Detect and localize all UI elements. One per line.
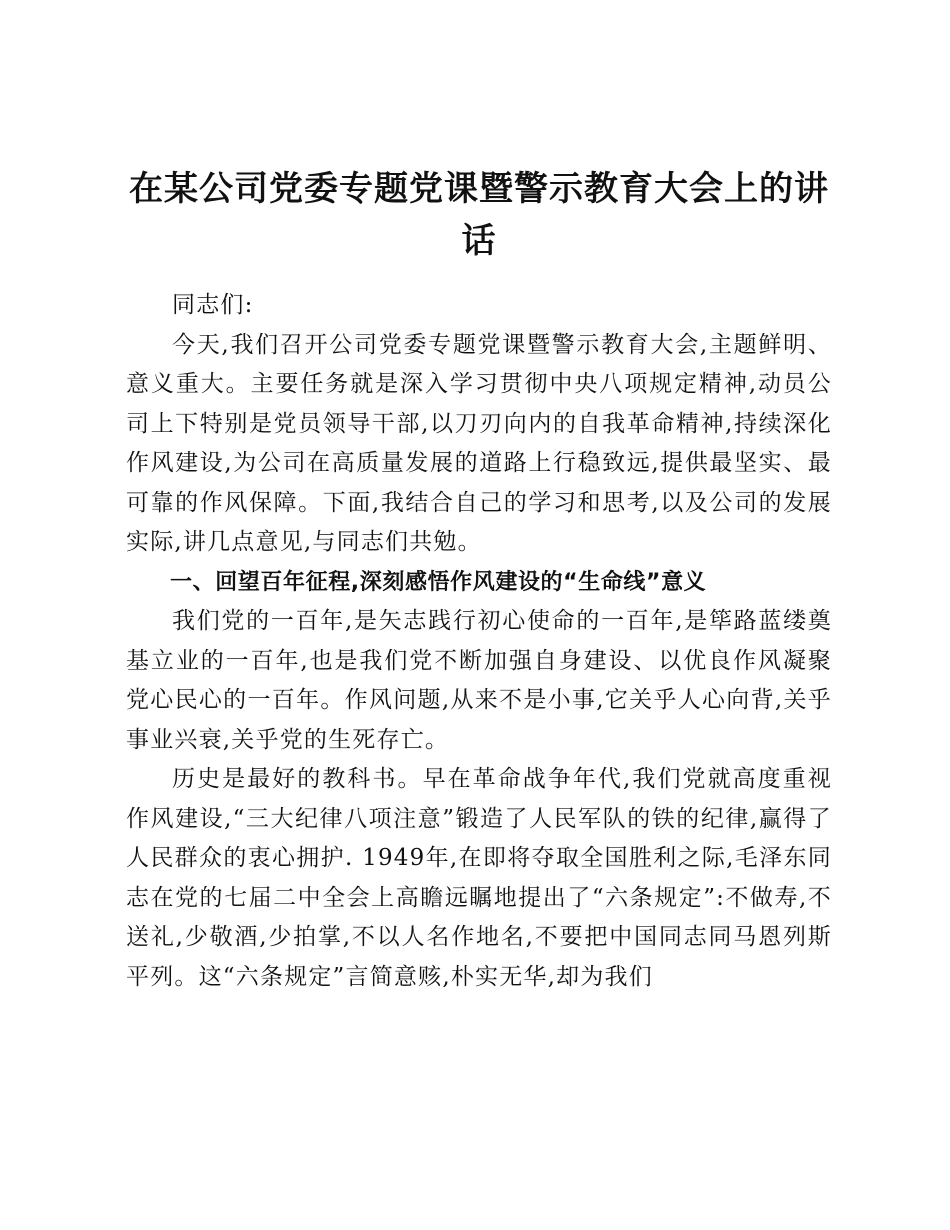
document-body	[126, 286, 832, 997]
section1-paragraph-1: 我们党的一百年,是矢志践行初心使命的一百年,是筚路蓝缕奠基立业的一百年,也是我们党不断加强自身建设、以优良作风凝聚党心民心的一百年。作风问题,从来不是小事,它关乎人心向背,关乎事业兴衰,关乎党的生死存亡。	[126, 608, 832, 753]
section-heading-1: 一、回望百年征程,深刻感悟作风建设的“生命线”意义	[170, 569, 707, 595]
document-title: 在某公司党委专题党课暨警示教育大会上的讲话	[129, 169, 829, 261]
section1-paragraph-2: 历史是最好的教科书。早在革命战争年代,我们党就高度重视作风建设,“三大纪律八项注意”锻造了人民军队的铁的纪律,赢得了人民群众的衷心拥护. 1949年,在即将夺取全国胜利之际,毛泽东同志在党的七届二中全会上高瞻远瞩地提出了“六条规定”:不做寿,不送礼,少敬酒,少拍掌,不以人名作地名,不要把中国同志同马恩列斯平列。这“六条规定”言简意赅,朴实无华,却为我们	[126, 766, 832, 990]
greeting: 同志们:	[172, 292, 254, 318]
intro-paragraph: 今天,我们召开公司党委专题党课暨警示教育大会,主题鲜明、意义重大。主要任务就是深入学习贯彻中央八项规定精神,动员公司上下特别是党员领导干部,以刀刃向内的自我革命精神,持续深化作风建设,为公司在高质量发展的道路上行稳致远,提供最坚实、最可靠的作风保障。下面,我结合自己的学习和思考,以及公司的发展实际,讲几点意见,与同志们共勉。	[126, 331, 832, 555]
